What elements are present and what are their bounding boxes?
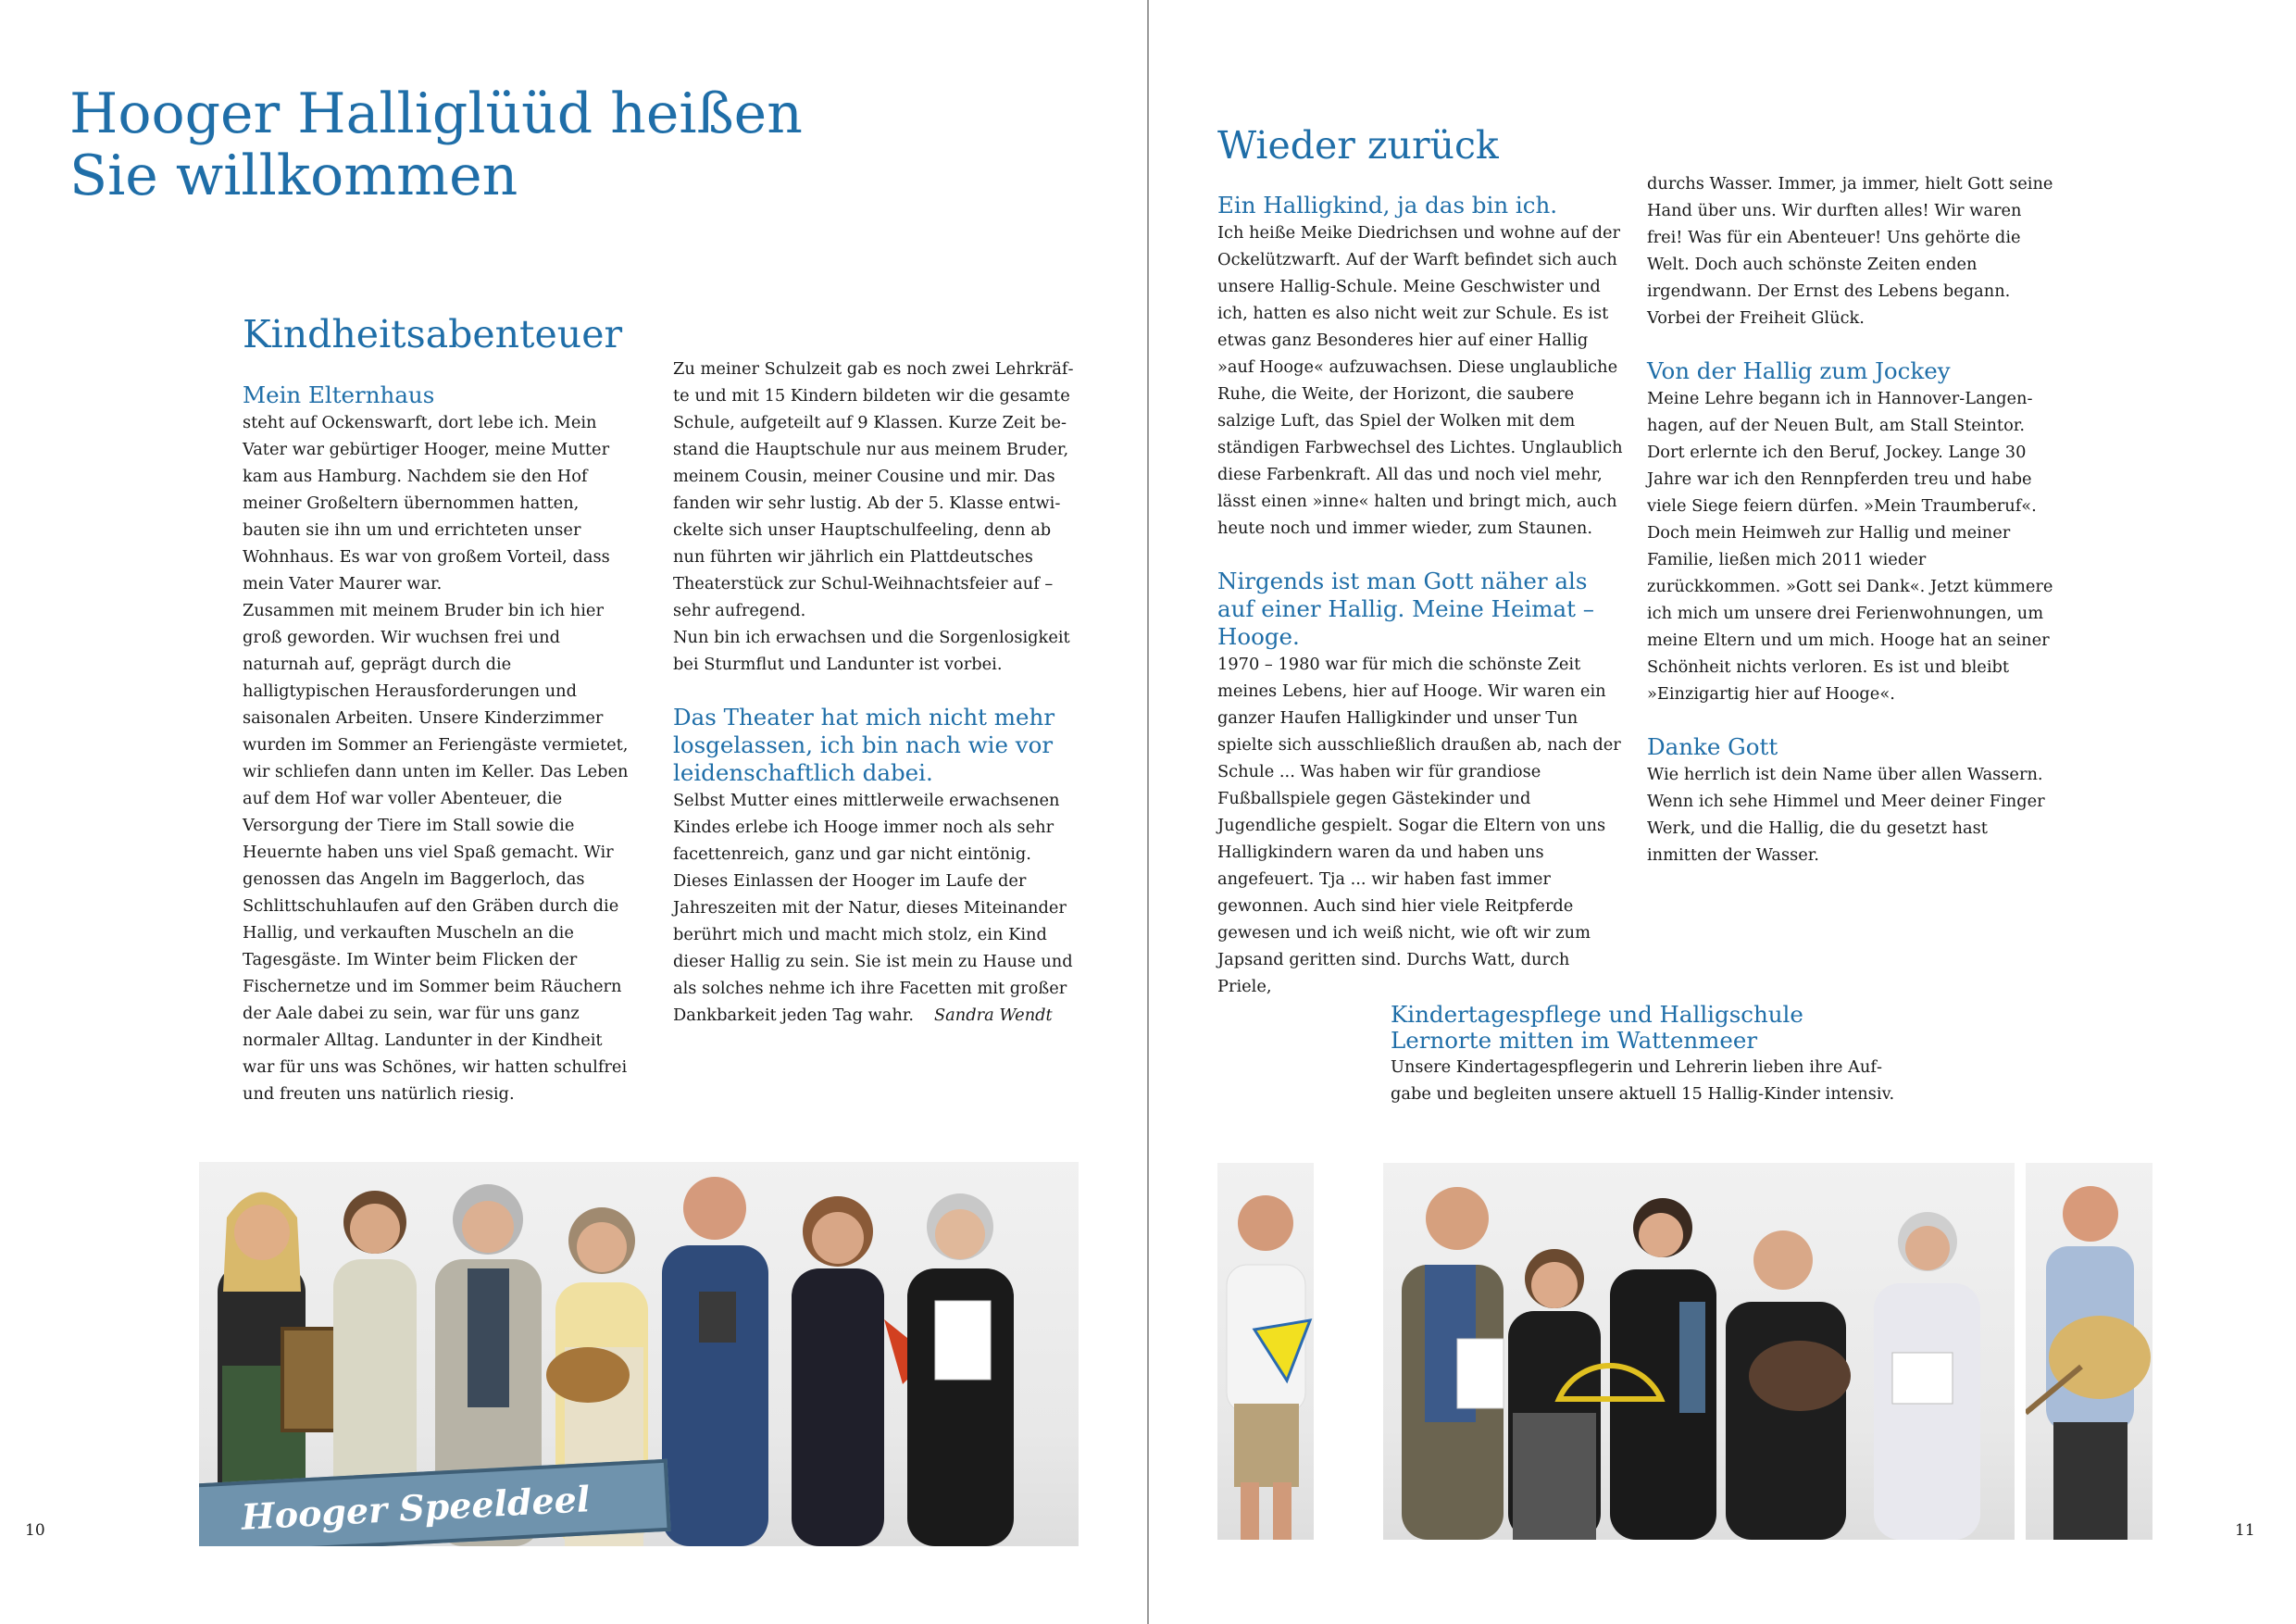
paragraph: Zusammen mit meinem Bruder bin ich hier groß geworden. Wir wuchsen frei und naturnah auf, geprägt durch die halligtypischen Herausforderungen und saisonalen Arbeiten. Unsere Kinderzimmer wurden im Sommer an Feriengäste vermietet, wir schliefen dann unten im Keller. Das Leben auf dem Hof war voller Abenteuer, die Versorgung der Tiere im Stall sowie die Heuernte haben uns viel Spaß gemacht. Wir genossen das Angeln im Baggerloch, das Schlittschuhlaufen auf den Gräben durch die Hallig, und verkauften Muscheln an die Tagesgäste. Im Winter beim Flicken der Fischernetze und im Sommer beim Räuchern der Aale dabei zu sein, war für uns ganz normaler Alltag. Landunter in der Kindheit war für uns was Schönes, wir hatten schulfrei und freuten uns natürlich riesig. bbox=[243, 601, 629, 1104]
subheading-jockey: Von der Hallig zum Jockey bbox=[1647, 357, 1951, 384]
portrait-illustration bbox=[1217, 1163, 1314, 1540]
paragraph: 1970 – 1980 war für mich die schönste Zeit meines Lebens, hier auf Hooge. Wir waren ein ganzer Haufen Halligkinder und unser Tun spielte sich ausschließlich draußen ab, nach der Schule ... Was haben wir für grandiose Fußballspiele gegen Gästekinder und Jugendliche gespielt. Sogar die Eltern von uns Halligkindern waren da und haben uns angefeuert. Tja ... wir haben fast immer gewonnen. Auch sind hier viele Reitpferde gewesen und ich weiß nicht, wie oft wir zum Japsand geritten sind. Durchs Watt, durch Priele, bbox=[1217, 655, 1621, 996]
paragraph: Wie herrlich ist dein Name über allen Wassern. Wenn ich sehe Himmel und Meer deiner Finger Werk, und die Hallig, die du gesetzt hast inmitten der Wasser. bbox=[1647, 765, 2045, 865]
paragraph: Ich heiße Meike Diedrichsen und wohne auf der Ockelützwarft. Auf der Warft befindet sich auch unsere Hallig-Schule. Meine Geschwister und ich, hatten es also nicht weit zur Schule. Es ist etwas ganz Besonderes hier auf einer Hallig »auf Hooge« aufzuwachsen. Diese unglaubliche Ruhe, die Weite, der Horizont, die saubere salzige Luft, das Spiel der Wolken mit dem ständigen Farbwechsel des Lichtes. Unglaublich diese Farbenkraft. All das und noch viel mehr, lässt einen »inne« halten und bringt mich, auch heute noch und immer wieder, zum Staunen. bbox=[1217, 223, 1623, 538]
person-figure bbox=[662, 1177, 768, 1546]
title-line-1: Hooger Halliglüüd heißen bbox=[69, 81, 803, 146]
paragraph: steht auf Ockenswarft, dort lebe ich. Mein Vater war gebürtiger Hooger, meine Mutter kam aus Hamburg. Nachdem sie den Hof meiner Großeltern übernommen hatten, bauten sie ihn um und errichteten unser Wohnhaus. Es war von großem Vorteil, dass mein Vater Maurer war. bbox=[243, 413, 610, 593]
left-page bbox=[0, 0, 1147, 1624]
photo-couple-with-dog bbox=[1716, 1163, 2015, 1540]
page-title bbox=[69, 83, 803, 207]
subheading-halligkind: Ein Halligkind, ja das bin ich. bbox=[1217, 192, 1558, 219]
portrait-photo-pennant bbox=[1217, 1163, 1314, 1540]
couple-illustration bbox=[1716, 1163, 2015, 1540]
subheading-danke-gott: Danke Gott bbox=[1647, 733, 1778, 760]
teachers-illustration bbox=[1383, 1163, 1762, 1540]
group-photo-teachers bbox=[1383, 1163, 1762, 1540]
right-column-1 bbox=[1217, 192, 1625, 1000]
paragraph: Zu meiner Schulzeit gab es noch zwei Lehrkräfte und mit 15 Kindern bildeten wir die gesamte Schule, aufgeteilt auf 9 Klassen. Kurze Zeit bestand die Hauptschule nur aus meinem Bruder, meinem Cousin, meiner Cousine und mir. Das fanden wir sehr lustig. Ab der 5. Klasse entwickelte sich unser Hauptschulfeeling, denn ab nun führten wir jährlich ein Plattdeutsches Theaterstück zur Schul-Weihnachtsfeier auf – sehr aufregend. bbox=[673, 359, 1074, 620]
caption-text: Unsere Kindertagespflegerin und Lehrerin lieben ihre Aufgabe und begleiten unsere aktuell 15 Hallig-Kinder intensiv. bbox=[1391, 1057, 1895, 1104]
paragraph-text: Selbst Mutter eines mittlerweile erwachsenen Kindes erlebe ich Hooge immer noch als sehr facettenreich, ganz und gar nicht eintönig. Dieses Einlassen der Hooger im Laufe der Jahreszeiten mit der Natur, dieses Miteinander berührt mich und macht mich stolz, ein Kind dieser Hallig zu sein. Sie ist mein zu Hause und als solches nehme ich ihre Facetten mit großer Dankbarkeit jeden Tag wahr. bbox=[673, 791, 1073, 1025]
caption-line-1: Kindertagespflege und Halligschule bbox=[1391, 1001, 1803, 1028]
signature: Sandra Wendt bbox=[933, 1006, 1053, 1025]
page-number: 10 bbox=[25, 1521, 45, 1540]
photo-man-with-hay bbox=[2026, 1163, 2152, 1540]
paragraph: Meine Lehre begann ich in Hannover-Langenhagen, auf der Neuen Bult, am Stall Steintor. Dort erlernte ich den Beruf, Jockey. Lange 30 Jahre war ich den Rennpferden treu und habe viele Siege feiern dürfen. »Mein Traumberuf«. Doch mein Heimweh zur Hallig und meiner Familie, ließen mich 2011 wieder zurückkommen. »Gott sei Dank«. Jetzt kümmere ich mich um unsere drei Ferienwohnungen, um meine Eltern und um mich. Hooge hat an seiner Schönheit nichts verloren. Es ist und bleibt »Einzigartig hier auf Hooge«. bbox=[1647, 389, 2053, 704]
subheading-gott-naeher: Nirgends ist man Gott näher als auf einer Hallig. Meine Heimat – Hooge. bbox=[1217, 568, 1595, 650]
person-figure bbox=[907, 1193, 1014, 1546]
caption-heading bbox=[1391, 1002, 1909, 1054]
paragraph: Nun bin ich erwachsen und die Sorgenlosigkeit bei Sturmflut und Landunter ist vorbei. bbox=[673, 628, 1070, 674]
group-photo-theater bbox=[199, 1162, 1079, 1546]
section-heading-kindheitsabenteuer: Kindheitsabenteuer bbox=[243, 312, 623, 356]
page-number: 11 bbox=[2235, 1521, 2255, 1540]
paragraph: durchs Wasser. Immer, ja immer, hielt Gott seine Hand über uns. Wir durften alles! Wir waren frei! Was für ein Abenteuer! Uns gehörte die Welt. Doch auch schönste Zeiten enden irgendwann. Der Ernst des Lebens begann. Vorbei der Freiheit Glück. bbox=[1647, 174, 2053, 328]
left-column-2 bbox=[673, 356, 1080, 1029]
right-column-2 bbox=[1647, 170, 2054, 868]
left-column-1 bbox=[243, 381, 631, 1107]
right-page bbox=[1149, 0, 2296, 1624]
hay-illustration bbox=[2026, 1163, 2152, 1540]
sign-text: Hooger Speeldeel bbox=[240, 1478, 592, 1538]
caption-line-2: Lernorte mitten im Wattenmeer bbox=[1391, 1027, 1758, 1054]
photo-caption bbox=[1391, 1002, 1909, 1107]
section-heading-wieder-zurueck: Wieder zurück bbox=[1217, 123, 1499, 168]
title-line-2: Sie willkommen bbox=[69, 144, 518, 209]
subheading-theater: Das Theater hat mich nicht mehr losgelassen, ich bin nach wie vor leidenschaftlich dabei. bbox=[673, 704, 1055, 786]
paragraph bbox=[673, 787, 1080, 1029]
subheading-mein-elternhaus: Mein Elternhaus bbox=[243, 381, 435, 408]
